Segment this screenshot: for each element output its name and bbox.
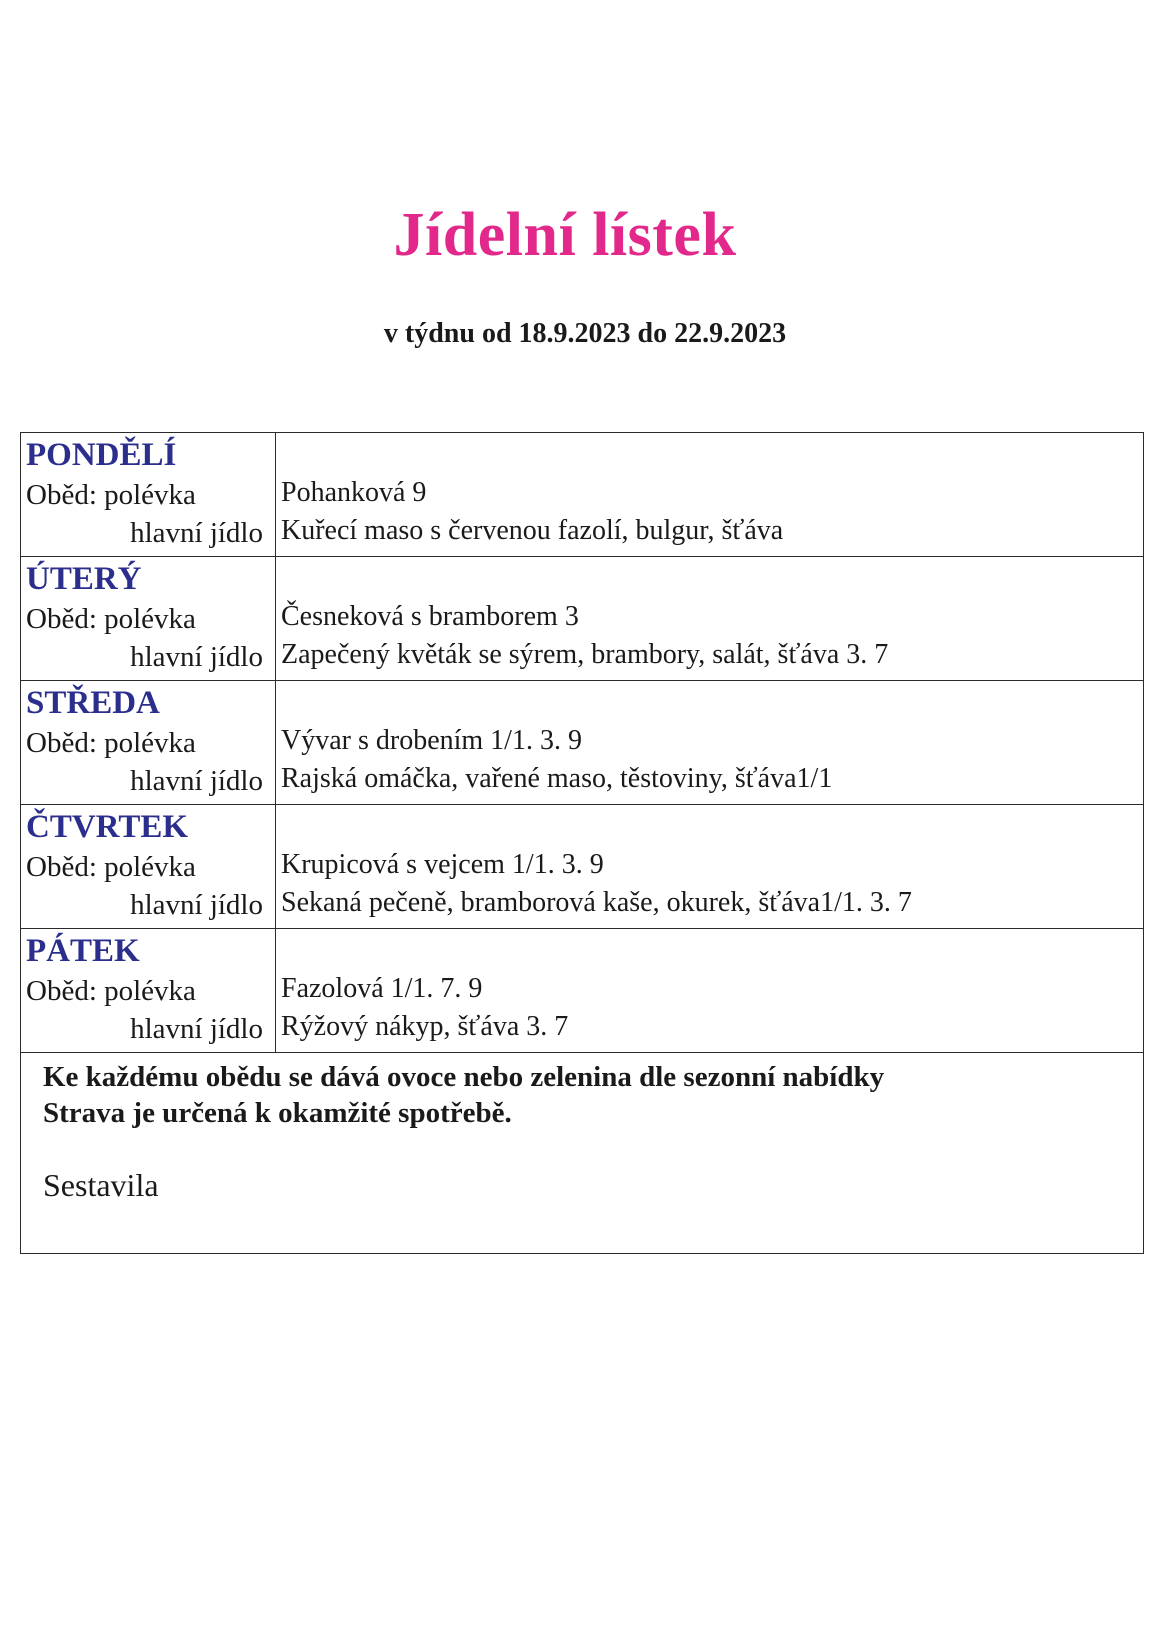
note-fruit: Ke každému obědu se dává ovoce nebo zelenina dle sezonní nabídky — [43, 1061, 885, 1093]
signature-label: Sestavila — [43, 1167, 159, 1203]
day-name: ČTVRTEK — [26, 809, 189, 845]
day-row-wednesday — [21, 681, 1143, 805]
week-range: v týdnu od 18.9.2023 do 22.9.2023 — [383, 318, 787, 349]
soup-label: Oběd: polévka — [26, 603, 196, 635]
day-name: ÚTERÝ — [26, 561, 142, 597]
main-label: hlavní jídlo — [130, 765, 263, 797]
main-dish: Zapečený květák se sýrem, brambory, salát, šťáva 3. 7 — [281, 639, 889, 670]
soup-label: Oběd: polévka — [26, 975, 196, 1007]
soup-label: Oběd: polévka — [26, 479, 196, 511]
main-dish: Kuřecí maso s červenou fazolí, bulgur, šťáva — [281, 515, 784, 546]
main-label: hlavní jídlo — [130, 1013, 263, 1045]
soup-dish: Pohanková 9 — [281, 477, 427, 508]
page-title: Jídelní lístek — [393, 201, 737, 269]
day-label-cell — [21, 929, 276, 1052]
day-dishes-cell — [276, 557, 1143, 680]
main-label: hlavní jídlo — [130, 517, 263, 549]
day-name: STŘEDA — [26, 685, 160, 721]
soup-dish: Fazolová 1/1. 7. 9 — [281, 973, 483, 1004]
day-name: PONDĚLÍ — [26, 437, 177, 473]
day-dishes-cell — [276, 929, 1143, 1052]
day-row-tuesday — [21, 557, 1143, 681]
day-dishes-cell — [276, 681, 1143, 804]
soup-label: Oběd: polévka — [26, 727, 196, 759]
day-dishes-cell — [276, 805, 1143, 928]
notes-section — [21, 1053, 1143, 1253]
day-label-cell — [21, 557, 276, 680]
menu-table — [20, 432, 1144, 1254]
soup-dish: Krupicová s vejcem 1/1. 3. 9 — [281, 849, 604, 880]
soup-dish: Vývar s drobením 1/1. 3. 9 — [281, 725, 582, 756]
main-label: hlavní jídlo — [130, 889, 263, 921]
day-row-thursday — [21, 805, 1143, 929]
day-label-cell — [21, 681, 276, 804]
soup-label: Oběd: polévka — [26, 851, 196, 883]
note-consumption: Strava je určená k okamžité spotřebě. — [43, 1097, 512, 1129]
main-label: hlavní jídlo — [130, 641, 263, 673]
day-dishes-cell — [276, 433, 1143, 556]
day-label-cell — [21, 433, 276, 556]
main-dish: Sekaná pečeně, bramborová kaše, okurek, šťáva1/1. 3. 7 — [281, 887, 912, 918]
day-name: PÁTEK — [26, 933, 140, 969]
main-dish: Rajská omáčka, vařené maso, těstoviny, šťáva1/1 — [281, 763, 833, 794]
soup-dish: Česneková s bramborem 3 — [281, 601, 579, 632]
day-row-monday — [21, 433, 1143, 557]
main-dish: Rýžový nákyp, šťáva 3. 7 — [281, 1011, 569, 1042]
day-row-friday — [21, 929, 1143, 1053]
day-label-cell — [21, 805, 276, 928]
